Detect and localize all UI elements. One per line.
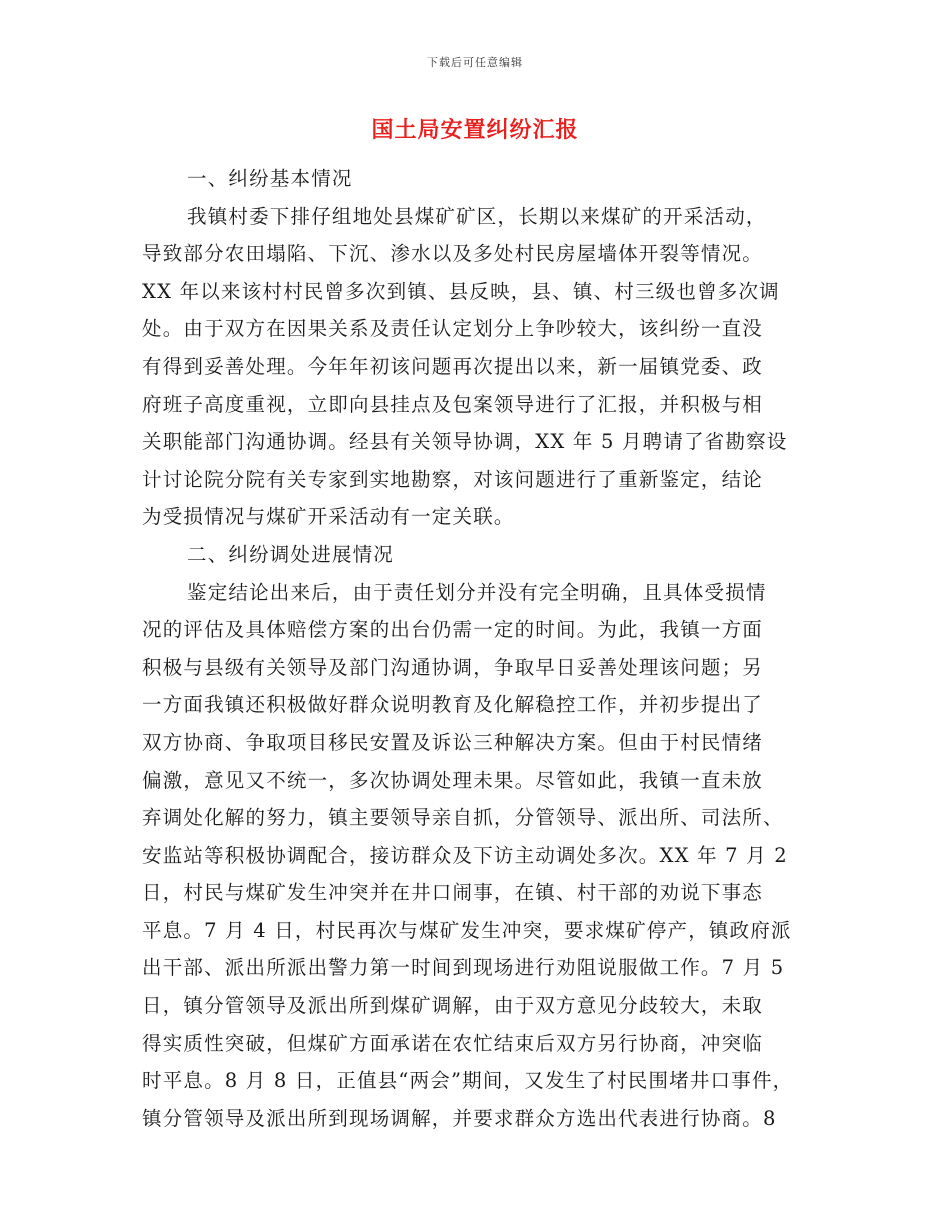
body-line: 一、纠纷基本情况 — [187, 167, 353, 190]
body-line: 我镇村委下排仔组地处县煤矿矿区，长期以来煤矿的开采活动， — [187, 204, 767, 228]
body-line: 积极与县级有关领导及部门沟通协调，争取早日妥善处理该问题；另 — [142, 655, 764, 679]
body-line: 计讨论院分院有关专家到实地勘察，对该问题进行了重新鉴定，结论 — [142, 467, 764, 491]
body-line: 双方协商、争取项目移民安置及诉讼三种解决方案。但由于村民情绪 — [142, 730, 764, 754]
body-line: 日，镇分管领导及派出所到煤矿调解，由于双方意见分歧较大，未取 — [142, 994, 764, 1018]
body-line: 关职能部门沟通协调。经县有关领导协调，XX 年 5 月聘请了省勘察设 — [142, 430, 788, 454]
body-line: 偏激，意见又不统一，多次协调处理未果。尽管如此，我镇一直未放 — [142, 768, 764, 792]
body-line: 时平息。8 月 8 日，正值县“两会”期间，又发生了村民围堵井口事件， — [142, 1069, 794, 1093]
body-line: 平息。7 月 4 日，村民再次与煤矿发生冲突，要求煤矿停产，镇政府派 — [142, 918, 792, 942]
body-line: 府班子高度重视，立即向县挂点及包案领导进行了汇报，并积极与相 — [142, 392, 764, 416]
body-line: XX 年以来该村村民曾多次到镇、县反映，县、镇、村三级也曾多次调 — [142, 279, 780, 303]
body-line: 日，村民与煤矿发生冲突并在井口闹事，在镇、村干部的劝说下事态 — [142, 881, 764, 905]
body-line: 二、纠纷调处进展情况 — [187, 542, 395, 566]
header-note: 下载后可任意编辑 — [427, 56, 523, 69]
body-line: 一方面我镇还积极做好群众说明教育及化解稳控工作，并初步提出了 — [142, 693, 764, 717]
body-line: 镇分管领导及派出所到现场调解，并要求群众方选出代表进行协商。8 — [142, 1106, 777, 1130]
document-body — [142, 160, 812, 1137]
body-line: 安监站等积极协调配合，接访群众及下访主动调处多次。XX 年 7 月 2 — [142, 843, 788, 867]
document-title: 国土局安置纠纷汇报 — [371, 117, 579, 143]
body-line: 得实质性突破，但煤矿方面承诺在农忙结束后双方另行协商，冲突临 — [142, 1031, 764, 1055]
body-line: 弃调处化解的努力，镇主要领导亲自抓，分管领导、派出所、司法所、 — [142, 806, 784, 830]
body-line: 处。由于双方在因果关系及责任认定划分上争吵较大，该纠纷一直没 — [142, 317, 764, 341]
body-line: 出干部、派出所派出警力第一时间到现场进行劝阻说服做工作。7 月 5 — [142, 956, 785, 980]
body-line: 况的评估及具体赔偿方案的出台仍需一定的时间。为此，我镇一方面 — [142, 618, 764, 642]
body-line: 为受损情况与煤矿开采活动有一定关联。 — [142, 505, 515, 529]
body-line: 有得到妥善处理。今年年初该问题再次提出以来，新一届镇党委、政 — [142, 354, 764, 378]
body-line: 导致部分农田塌陷、下沉、渗水以及多处村民房屋墙体开裂等情况。 — [142, 242, 764, 266]
body-line: 鉴定结论出来后，由于责任划分并没有完全明确，且具体受损情 — [187, 580, 767, 604]
